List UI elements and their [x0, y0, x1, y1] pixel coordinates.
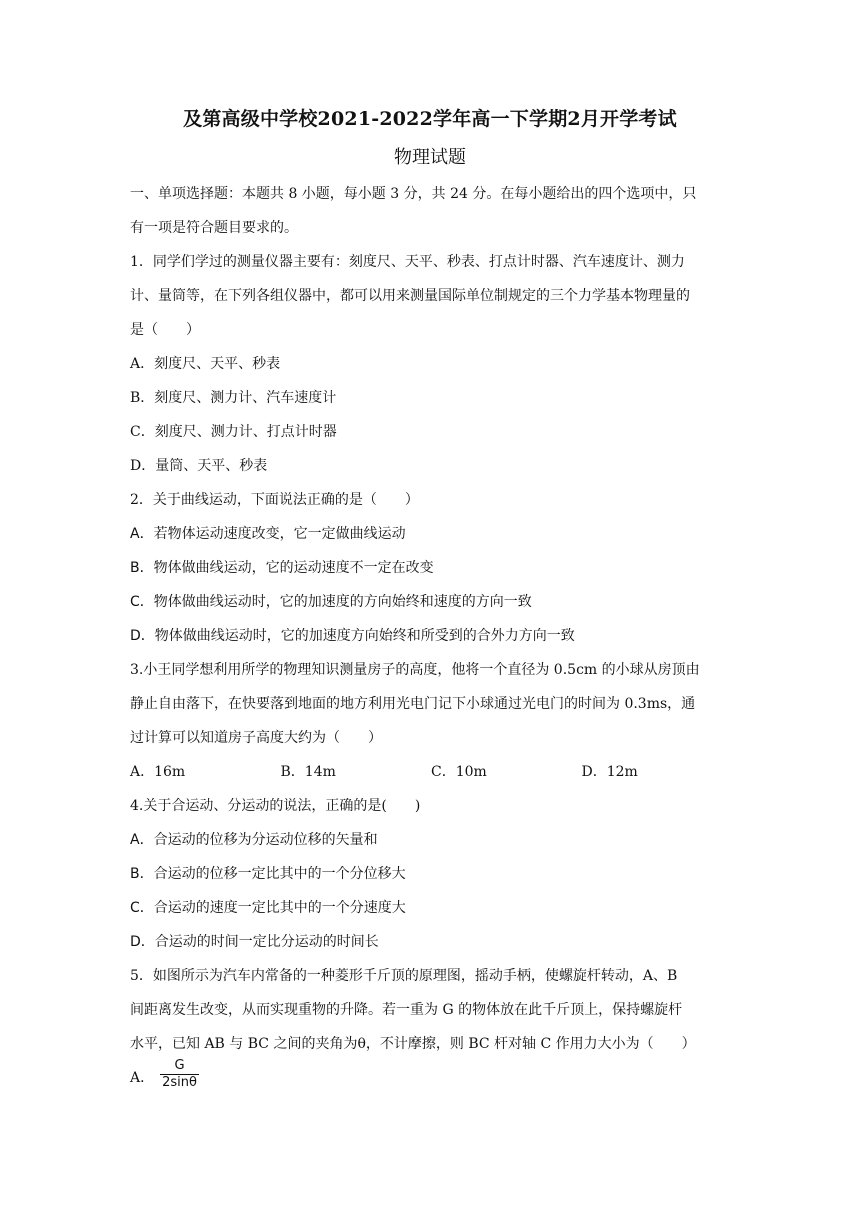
exam-title: 及第高级中学校2021-2022学年高一下学期2月开学考试 — [183, 108, 677, 130]
q4-option-d: D．合运动的时间一定比分运动的时间长 — [130, 934, 379, 950]
q2-option-c: C．物体做曲线运动时，它的加速度的方向始终和速度的方向一致 — [130, 594, 532, 610]
fraction-denominator: 2sinθ — [162, 1074, 197, 1090]
q5-stem-line1: 5．如图所示为汽车内常备的一种菱形千斤顶的原理图，摇动手柄，使螺旋杆转动，A、B — [130, 968, 678, 984]
q1-option-c: C．刻度尺、测力计、打点计时器 — [130, 424, 337, 440]
q5-stem-line3: 水平，已知 AB 与 BC 之间的夹角为θ，不计摩擦，则 BC 杆对轴 C 作用力大小为（ ） — [130, 1036, 696, 1052]
q4-stem: 4.关于合运动、分运动的说法，正确的是( ) — [130, 798, 421, 814]
q4-option-a: A．合运动的位移为分运动位移的矢量和 — [130, 832, 378, 848]
q3-stem-line1: 3.小王同学想利用所学的物理知识测量房子的高度，他将一个直径为 0.5cm 的小球从房顶由 — [130, 662, 700, 678]
q1-option-b: B．刻度尺、测力计、汽车速度计 — [130, 390, 337, 406]
q2-option-a: A．若物体运动速度改变，它一定做曲线运动 — [130, 526, 406, 542]
q1-stem-line2: 计、量筒等，在下列各组仪器中，都可以用来测量国际单位制规定的三个力学基本物理量的 — [130, 288, 690, 304]
q1-stem-line3: 是（ ） — [130, 322, 200, 338]
q4-option-b: B．合运动的位移一定比其中的一个分位移大 — [130, 866, 406, 882]
exam-content — [130, 177, 732, 1095]
q5-option-a-fraction — [160, 1058, 199, 1091]
q3-option-d: D．12m — [581, 764, 638, 780]
q3-options-row — [130, 755, 732, 789]
q5-option-a — [130, 1057, 732, 1095]
q3-option-a: A．16m — [130, 764, 186, 780]
exam-subtitle: 物理试题 — [394, 147, 466, 168]
q2-option-b: B．物体做曲线运动，它的运动速度不一定在改变 — [130, 560, 434, 576]
q3-option-c: C．10m — [431, 764, 487, 780]
q1-option-d: D．量筒、天平、秒表 — [130, 458, 268, 474]
q1-option-a: A．刻度尺、天平、秒表 — [130, 356, 281, 372]
q1-stem-line1: 1．同学们学过的测量仪器主要有：刻度尺、天平、秒表、打点计时器、汽车速度计、测力 — [130, 254, 685, 270]
q3-option-b: B．14m — [280, 764, 336, 780]
q2-stem: 2．关于曲线运动，下面说法正确的是（ ） — [130, 492, 419, 508]
q3-stem-line2: 静止自由落下，在快要落到地面的地方利用光电门记下小球通过光电门的时间为 0.3ms，通 — [130, 696, 696, 712]
q5-stem-line2: 间距离发生改变，从而实现重物的升降。若一重为 G 的物体放在此千斤顶上，保持螺旋杆 — [130, 1002, 683, 1018]
q3-stem-line3: 过计算可以知道房子高度大约为（ ） — [130, 730, 382, 746]
q2-option-d: D．物体做曲线运动时，它的加速度方向始终和所受到的合外力方向一致 — [130, 628, 575, 644]
q4-option-c: C．合运动的速度一定比其中的一个分速度大 — [130, 900, 406, 916]
section-heading-line2: 有一项是符合题目要求的。 — [130, 220, 298, 236]
fraction-numerator: G — [160, 1058, 199, 1075]
section-heading-line1: 一、单项选择题：本题共 8 小题，每小题 3 分，共 24 分。在每小题给出的四个选项中，只 — [130, 186, 697, 202]
q5-option-a-label: A． — [130, 1070, 155, 1086]
